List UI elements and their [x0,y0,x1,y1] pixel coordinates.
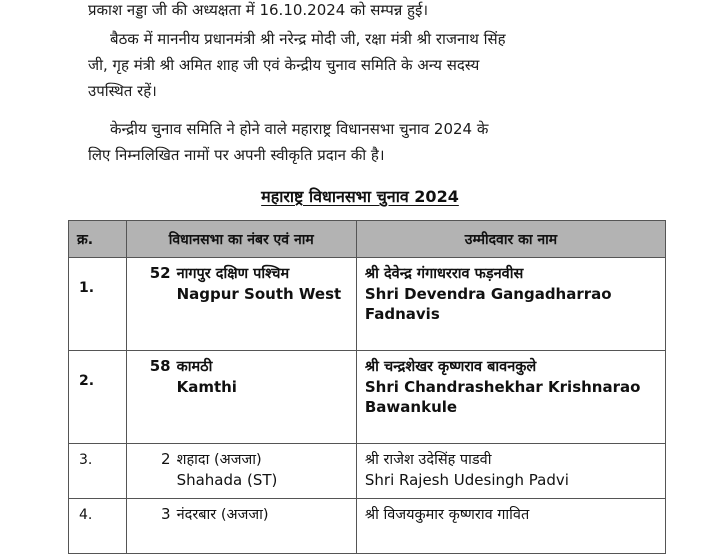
candidate-name-english: Shri Chandrashekhar Krishnarao Bawankule [364,378,641,416]
intro-line-3: उपस्थित रहें। [88,82,157,100]
table-row [69,444,666,499]
table-row [69,351,666,444]
candidate-name-hindi: श्री विजयकुमार कृष्णराव गावित [364,507,530,523]
constituency-number: 2 [161,450,171,468]
constituency-name-hindi: कामठी [176,359,213,375]
constituency-name-english: Shahada (ST) [176,471,278,489]
constituency-name-hindi: नागपुर दक्षिण पश्चिम [176,266,290,282]
header-constituency: विधानसभा का नंबर एवं नाम [126,221,356,258]
constituency-cell [126,258,356,351]
table-row [69,499,666,554]
header-serial: क्र. [69,221,127,258]
header-candidate: उम्मीदवार का नाम [356,221,665,258]
constituency-name-english: Kamthi [176,378,237,396]
candidate-name-hindi: श्री चन्द्रशेखर कृष्णराव बावनकुले [364,359,537,375]
candidate-name-hindi: श्री देवेन्द्र गंगाधरराव फड़नवीस [364,266,524,282]
table-header-row [69,221,666,258]
row-serial: 1. [69,258,127,351]
constituency-number: 58 [149,357,171,375]
candidate-cell [356,499,665,554]
intro-line-2: जी, गृह मंत्री श्री अमित शाह जी एवं केन्द्रीय चुनाव समिति के अन्य सदस्य [88,56,480,74]
constituency-number: 3 [161,505,171,523]
candidate-name-english: Shri Rajesh Udesingh Padvi [364,471,569,489]
candidates-table [68,220,666,554]
constituency-cell [126,499,356,554]
row-serial: 4. [69,499,127,554]
intro-line-1: बैठक में माननीय प्रधानमंत्री श्री नरेन्द्र मोदी जी, रक्षा मंत्री श्री राजनाथ सिंह [110,30,506,48]
candidate-cell [356,258,665,351]
constituency-name-hindi: नंदरबार (अजजा) [176,507,269,523]
intro-line-0: प्रकाश नड्डा जी की अध्यक्षता में 16.10.2024 को सम्पन्न हुई। [88,1,429,19]
candidate-name-hindi: श्री राजेश उदेसिंह पाडवी [364,452,492,468]
constituency-cell [126,444,356,499]
table-title: महाराष्ट्र विधानसभा चुनाव 2024 [261,187,459,206]
intro-line-4: केन्द्रीय चुनाव समिति ने होने वाले महाराष्ट्र विधानसभा चुनाव 2024 के [110,120,489,138]
row-serial: 3. [69,444,127,499]
intro-line-5: लिए निम्नलिखित नामों पर अपनी स्वीकृति प्रदान की है। [88,146,385,164]
candidate-name-english: Shri Devendra Gangadharrao Fadnavis [364,285,612,323]
candidate-cell [356,444,665,499]
constituency-name-hindi: शहादा (अजजा) [176,452,262,468]
constituency-number: 52 [149,264,171,282]
row-serial: 2. [69,351,127,444]
constituency-cell [126,351,356,444]
constituency-name-english: Nagpur South West [176,285,342,303]
candidate-cell [356,351,665,444]
table-row [69,258,666,351]
